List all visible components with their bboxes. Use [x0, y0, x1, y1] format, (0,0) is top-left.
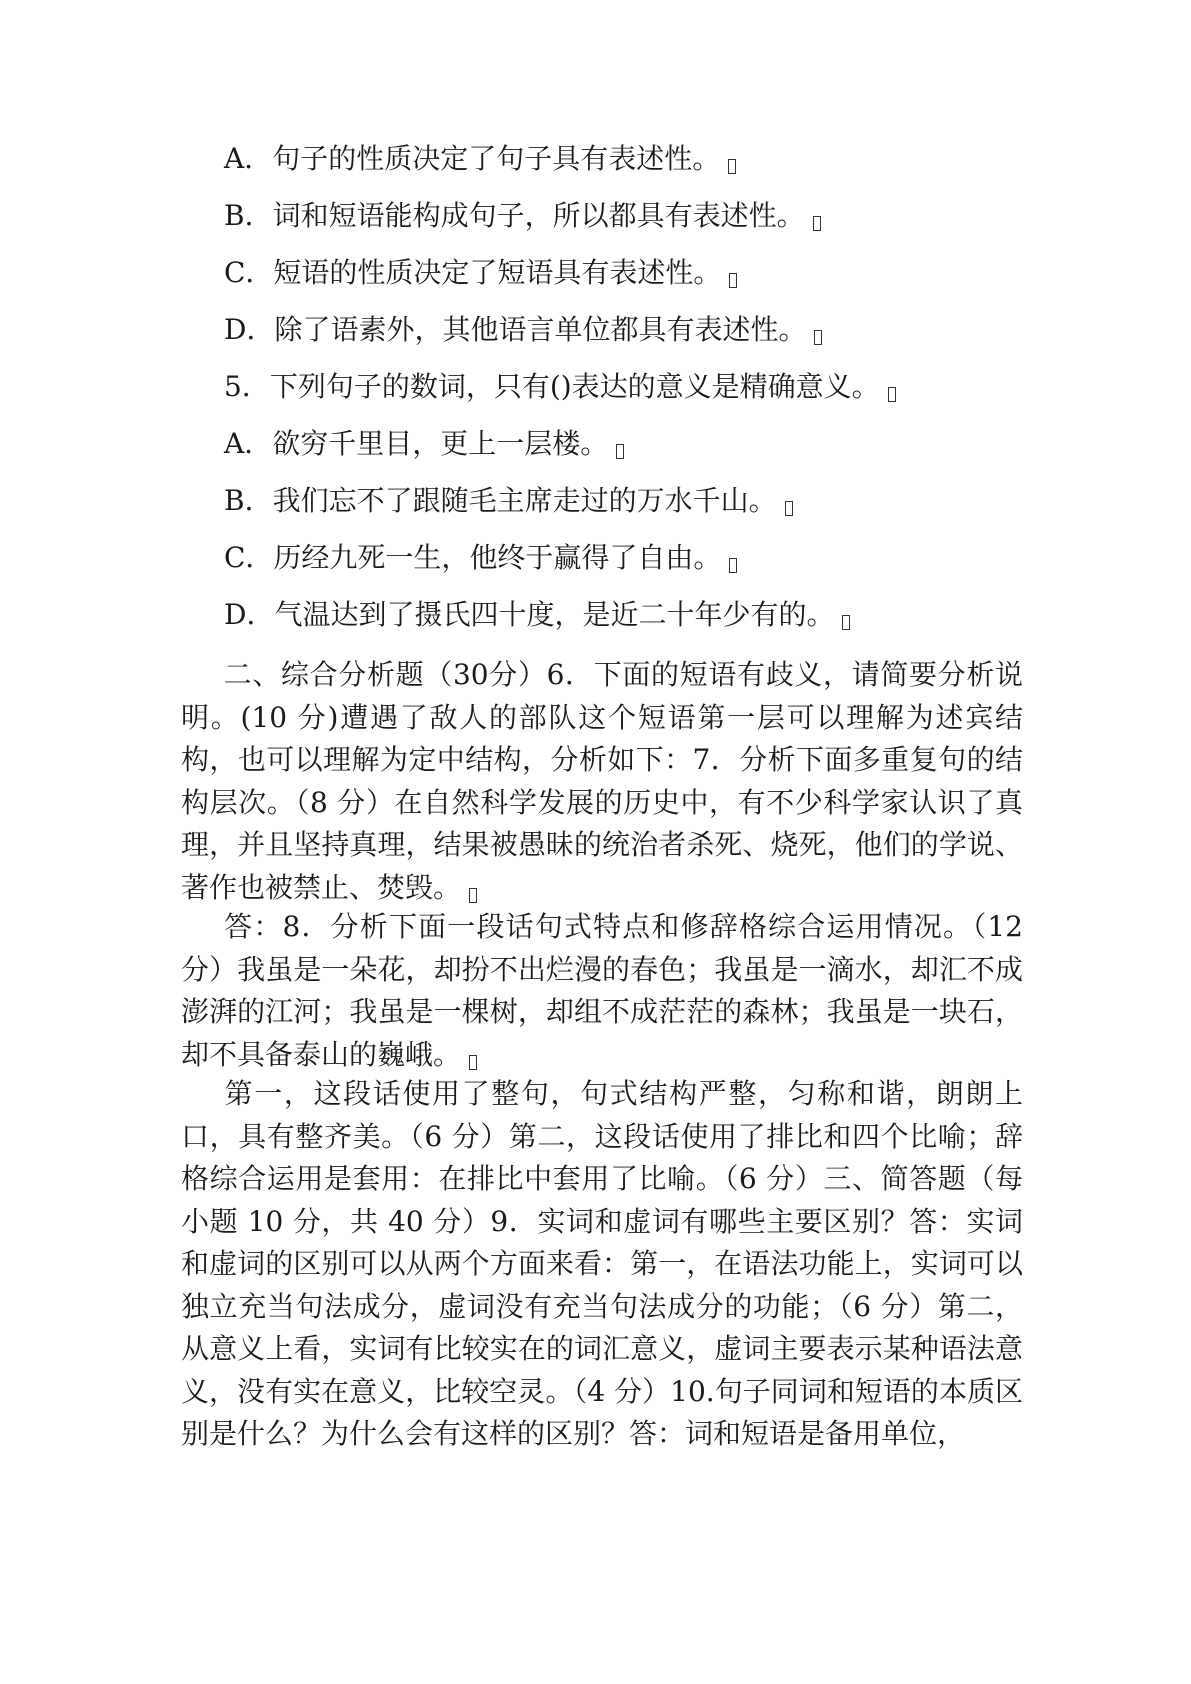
question-5-line: [224, 367, 896, 407]
paragraph-text: 答：8．分析下面一段话句式特点和修辞格综合运用情况。（12分）我虽是一朵花，却扮不出烂漫的春色；我虽是一滴水，却汇不成澎湃的江河；我虽是一棵树，却组不成茫茫的森林；我虽是一块石，却不具备泰山的巍峨。: [181, 910, 1023, 1071]
section-2-paragraph: [181, 654, 1023, 909]
option-text: A．句子的性质决定了句子具有表述性。: [224, 142, 721, 175]
option-text: B．我们忘不了跟随毛主席走过的万水千山。: [224, 484, 777, 517]
option-5b-line: [224, 481, 793, 521]
option-4c-line: [224, 253, 737, 293]
placeholder-box-icon: [469, 1055, 477, 1070]
option-4b-line: [224, 196, 821, 236]
placeholder-box-icon: [469, 888, 477, 903]
option-text: C．短语的性质决定了短语具有表述性。: [224, 256, 722, 289]
placeholder-box-icon: [728, 159, 736, 174]
section-3-paragraph: [181, 1073, 1023, 1456]
placeholder-box-icon: [785, 501, 793, 516]
option-text: B．词和短语能构成句子，所以都具有表述性。: [224, 199, 805, 232]
placeholder-box-icon: [814, 330, 822, 345]
placeholder-box-icon: [813, 216, 821, 231]
question-text: 5．下列句子的数词，只有()表达的意义是精确意义。: [224, 370, 880, 403]
paragraph-text: 第一，这段话使用了整句，句式结构严整，匀称和谐，朗朗上口，具有整齐美。（6 分）第二，这段话使用了排比和四个比喻；辞格综合运用是套用：在排比中套用了比喻。（6 分）三、简答题（每小题 10 分，共 40 分）9．实词和虚词有哪些主要区别？答：实词和虚词的区别可以从两个方面来看：第一，在语法功能上，实词可以独立充当句法成分，虚词没有充当句法成分的功能；（6 分）第二，从意义上看，实词有比较实在的词汇意义，虚词主要表示某种语法意义，没有实在意义，比较空灵。（4 分）10.句子同词和短语的本质区别是什么？为什么会有这样的区别？答：词和短语是备用单位，: [181, 1077, 1023, 1450]
option-text: D．气温达到了摄氏四十度，是近二十年少有的。: [224, 598, 835, 631]
placeholder-box-icon: [842, 615, 850, 630]
paragraph-text: 二、综合分析题（30分）6．下面的短语有歧义，请简要分析说明。(10 分)遭遇了敌人的部队这个短语第一层可以理解为述宾结构，也可以理解为定中结构，分析如下：7．分析下面多重复句的结构层次。（8 分）在自然科学发展的历史中，有不少科学家认识了真理，并且坚持真理，结果被愚昧的统治者杀死、烧死，他们的学说、著作也被禁止、焚毁。: [181, 658, 1023, 904]
option-text: D．除了语素外，其他语言单位都具有表述性。: [224, 313, 807, 346]
option-text: C．历经九死一生，他终于赢得了自由。: [224, 541, 722, 574]
placeholder-box-icon: [729, 558, 737, 573]
option-text: A．欲穷千里目，更上一层楼。: [224, 427, 609, 460]
option-5a-line: [224, 424, 624, 464]
option-4a-line: [224, 139, 736, 179]
option-5c-line: [224, 538, 737, 578]
placeholder-box-icon: [888, 387, 896, 402]
option-5d-line: [224, 595, 850, 635]
placeholder-box-icon: [616, 444, 624, 459]
placeholder-box-icon: [729, 273, 737, 288]
answer-8-paragraph: [181, 906, 1023, 1076]
option-4d-line: [224, 310, 822, 350]
